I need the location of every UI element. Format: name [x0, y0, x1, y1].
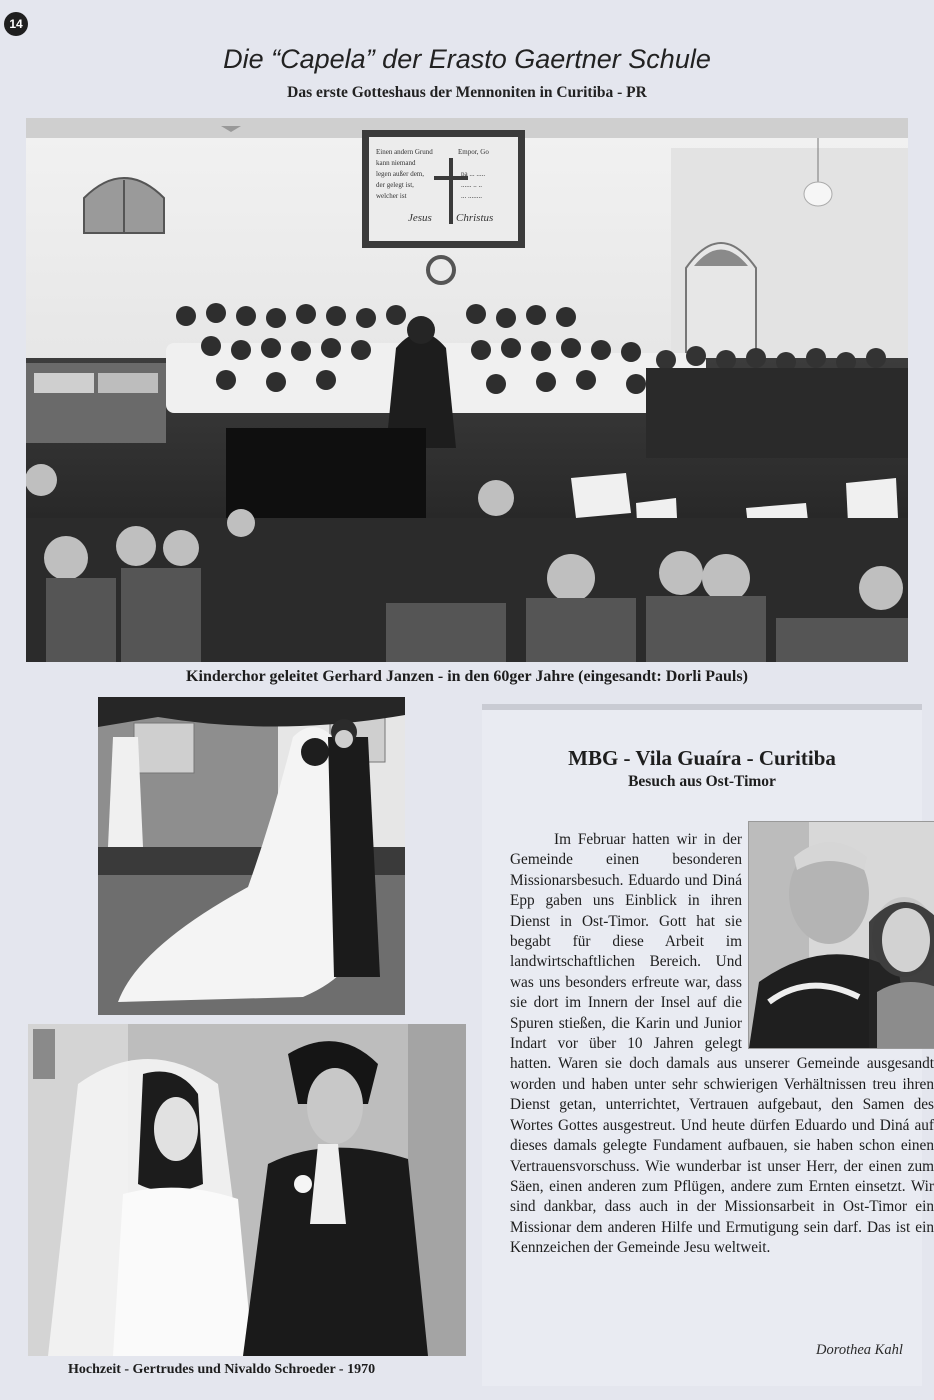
plaque-right-2: pa ... ..... [461, 170, 486, 178]
wedding-photo-closeup [28, 1024, 466, 1356]
page-title: Die “Capela” der Erasto Gaertner Schule [223, 44, 711, 74]
wedding-caption: Hochzeit - Gertrudes und Nivaldo Schroeder - 1970 [68, 1362, 376, 1377]
choir-photo [26, 118, 908, 662]
plaque-left-3: legen außer dem, [376, 170, 425, 178]
article-subtitle: Besuch aus Ost-Timor [628, 773, 776, 790]
missionary-couple-photo [748, 821, 934, 1049]
choir-caption: Kinderchor geleitet Gerhard Janzen - in den 60ger Jahre (eingesandt: Dorli Pauls) [186, 668, 748, 685]
page-number: 14 [4, 12, 28, 36]
article-body [510, 830, 934, 1259]
page-subtitle: Das erste Gotteshaus der Mennoniten in Curitiba - PR [287, 84, 647, 101]
plaque-left-2: kann niemand [376, 159, 416, 167]
article-title: MBG - Vila Guaíra - Curitiba [568, 746, 836, 770]
plaque-right-1: Empor, Go [458, 148, 489, 156]
plaque-left-1: Einen andern Grund [376, 148, 433, 156]
plaque-right-3: ...... .. .. [461, 181, 482, 189]
article-box [482, 704, 934, 1386]
plaque-left-5: welcher ist [376, 192, 407, 200]
plaque-christus: Christus [456, 212, 494, 224]
plaque-jesus: Jesus [408, 212, 432, 224]
wedding-photo-standing [98, 697, 405, 1015]
plaque-left-4: der gelegt ist, [376, 181, 414, 189]
plaque-right-4: ... ........ [461, 192, 482, 200]
article-author: Dorothea Kahl [816, 1342, 903, 1358]
article-paragraph: Im Februar hatten wir in der Gemeinde einen besonderen Missionarsbesuch. Eduardo und Diná Epp gaben uns Einblick in ihren Dienst in Ost-Timor. Gott hat sie begabt für diese Arbeit im landwirtschaftlichen Bereich. Und was uns besonders erfreute war, dass sie dort im Innern der Insel auf die Spuren stießen, die Karin und Junior Indart vor über 10 Jahren gelegt hatten. Waren sie doch damals aus unserer Gemeinde ausgesandt worden und haben unter sehr schwierigen Verhältnissen treu ihren Dienst getan, unterrichtet, Vertrauen aufgebaut, den Samen des Wortes Gottes ausgestreut. Und heute dürfen Eduardo und Diná auf dieses damals gelegte Fundament aufbauen, sie haben schon einen Vertrauensvorschuss. Wie wunderbar ist unser Herr, der einen zum Säen, einen anderen zum Pflügen, andere zum Ernten einsetzt. Wir sind dankbar, dass auch in der Missionsarbeit in Ost-Timor ein Missionar dem anderen Hilfe und Ermutigung sein darf. Das ist ein Kennzeichen der Gemeinde Jesu weltweit. [510, 831, 934, 1257]
